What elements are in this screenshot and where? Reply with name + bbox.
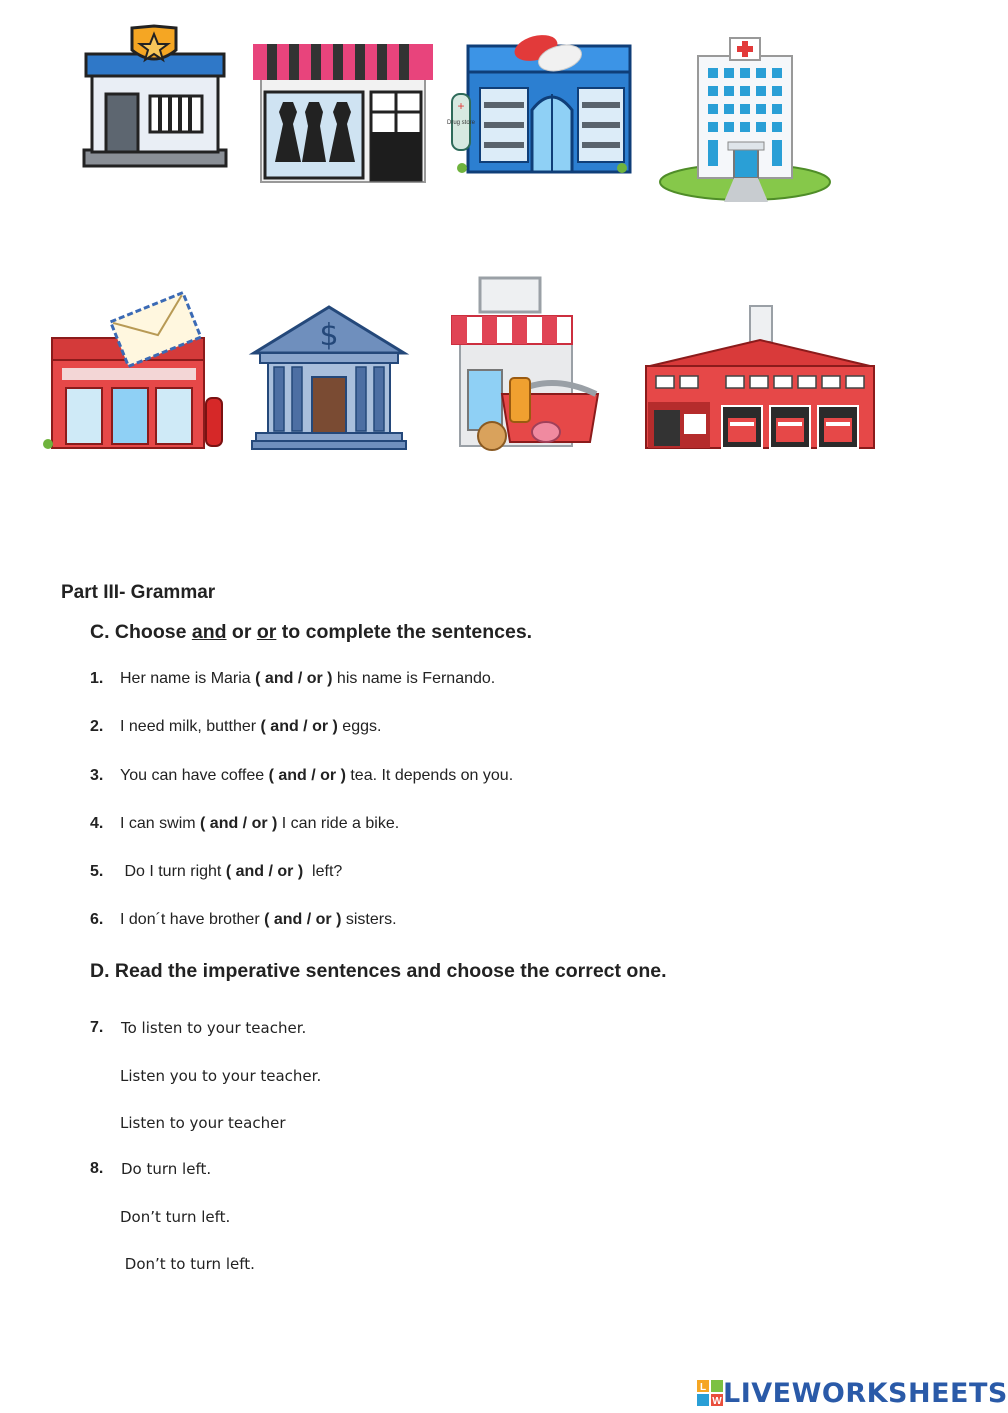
choice-and-or[interactable]: ( and / or ) <box>200 815 278 832</box>
question-text-after: sisters. <box>341 911 397 928</box>
clothes-shop-icon[interactable] <box>253 36 433 186</box>
question-text-before: I need milk, butther <box>120 718 261 735</box>
question-text-before: I can swim <box>120 815 201 832</box>
svg-text:+: + <box>457 99 465 113</box>
question-8-option-1[interactable]: Do turn left. <box>121 1160 212 1178</box>
question-7-number: 7. <box>90 1019 104 1036</box>
section-c-heading <box>90 621 532 644</box>
question-text-after: eggs. <box>337 718 382 735</box>
question-text-after: left? <box>303 863 343 880</box>
question-number: 3. <box>90 767 104 784</box>
question-7-option-1[interactable]: To listen to your teacher. <box>121 1019 307 1037</box>
question-text-before: Her name is Maria <box>120 670 256 687</box>
question-text-before: Do I turn right <box>120 863 226 880</box>
section-c-word-or: or <box>256 621 277 643</box>
question-number: 5. <box>90 863 104 880</box>
question-text-before: I don´t have brother <box>120 911 265 928</box>
question-7-option-3[interactable]: Listen to your teacher <box>120 1114 286 1132</box>
question-7-option-2[interactable]: Listen you to your teacher. <box>120 1067 322 1085</box>
supermarket-icon[interactable] <box>450 276 610 458</box>
police-station-icon[interactable] <box>80 22 230 172</box>
svg-text:$: $ <box>319 318 339 353</box>
brand-text: LIVEWORKSHEETS <box>723 1377 1008 1409</box>
choice-and-or[interactable]: ( and / or ) <box>225 863 304 880</box>
question-2 <box>90 718 381 736</box>
part-title: Part III- Grammar <box>61 582 216 603</box>
question-6 <box>90 911 397 929</box>
question-number: 4. <box>90 815 104 832</box>
section-d-heading: D. Read the imperative sentences and choose the correct one. <box>90 960 667 982</box>
fire-station-icon[interactable] <box>642 302 877 452</box>
question-8-option-2[interactable]: Don’t turn left. <box>120 1208 231 1226</box>
question-text-before: You can have coffee <box>120 767 269 784</box>
question-8-option-3[interactable]: Don’t to turn left. <box>120 1255 255 1273</box>
drugstore-sign-text: Drug store <box>446 120 476 126</box>
question-number: 6. <box>90 911 104 928</box>
section-c-prefix: C. Choose <box>90 621 192 643</box>
hospital-icon[interactable] <box>658 34 833 204</box>
badge-letter-l: L <box>699 1382 707 1393</box>
liveworksheets-badge-icon <box>697 1380 723 1406</box>
question-3 <box>90 767 513 785</box>
question-text-after: I can ride a bike. <box>277 815 400 832</box>
choice-and-or[interactable]: ( and / or ) <box>260 718 338 735</box>
drugstore-icon[interactable] <box>446 28 635 178</box>
liveworksheets-logo[interactable] <box>697 1378 1008 1408</box>
question-5 <box>90 863 342 881</box>
question-text-after: his name is Fernando. <box>332 670 496 687</box>
choice-and-or[interactable]: ( and / or ) <box>264 911 342 928</box>
choice-and-or[interactable]: ( and / or ) <box>255 670 333 687</box>
question-1 <box>90 670 495 688</box>
question-text-after: tea. It depends on you. <box>345 767 514 784</box>
section-c-word-and: and <box>191 621 227 643</box>
bank-icon[interactable] <box>252 305 407 453</box>
section-c-mid: or <box>226 621 257 643</box>
question-number: 1. <box>90 670 104 687</box>
question-number: 2. <box>90 718 104 735</box>
question-4 <box>90 815 399 833</box>
choice-and-or[interactable]: ( and / or ) <box>268 767 346 784</box>
question-8-number: 8. <box>90 1160 104 1177</box>
post-office-icon[interactable] <box>42 298 227 453</box>
badge-letter-w: W <box>712 1396 722 1407</box>
section-c-suffix: to complete the sentences. <box>276 621 533 643</box>
